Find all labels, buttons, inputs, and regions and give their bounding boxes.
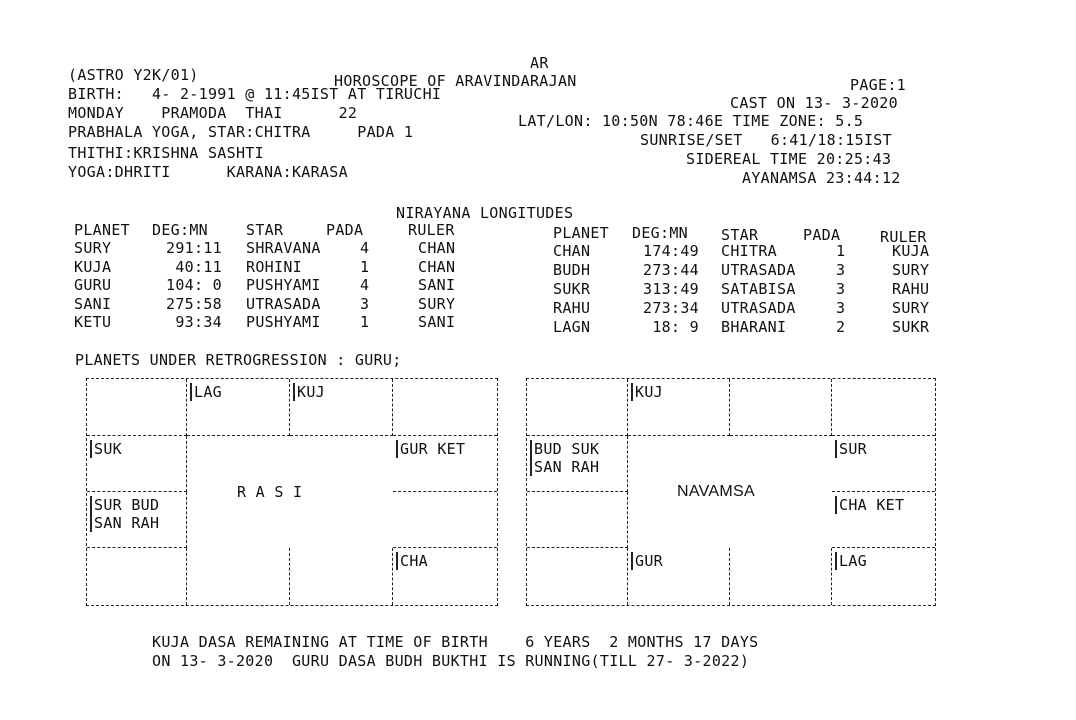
birth-line: BIRTH: 4- 2-1991 @ 11:45IST AT TIRUCHI [68, 85, 442, 103]
longitude-right-cell: BUDH [553, 260, 591, 279]
longitude-right-cell: 3 [836, 298, 846, 317]
longitude-left-cell: 93:34 [175, 313, 222, 331]
longitude-left-cell: ROHINI [246, 257, 302, 276]
navamsa-house-r0c2 [730, 379, 832, 436]
thithi-line: THITHI:KRISHNA SASHTI [68, 144, 264, 162]
navamsa-house-r2c3: CHA KET [832, 492, 935, 548]
navamsa-house-r1c0: BUD SUK SAN RAH [527, 436, 628, 492]
longitude-left-cell: PUSHYAMI [246, 276, 321, 294]
longitude-left-cell: CHAN [418, 239, 456, 257]
sunrise-set: SUNRISE/SET 6:41/18:15IST [640, 131, 892, 149]
col-header-pada: PADA [803, 226, 841, 244]
navamsa-label: NAVAMSA [677, 483, 755, 500]
navamsa-house-r0c3 [832, 379, 935, 436]
longitude-left-cell: 275:58 [166, 294, 222, 313]
rasi-house-r3c0 [87, 548, 187, 605]
rasi-house-r0c1: LAG [187, 379, 290, 436]
rasi-house-r1c0: SUK [87, 436, 187, 492]
navamsa-house-r3c1: GUR [628, 548, 730, 605]
col-header-ruler: RULER [880, 228, 927, 246]
longitude-left-cell: 291:11 [166, 239, 222, 257]
longitude-left-cell: 4 [360, 276, 370, 294]
longitude-right-cell: RAHU [553, 298, 591, 317]
navamsa-house-r3c3: LAG [832, 548, 935, 605]
rasi-house-r3c2 [290, 548, 393, 605]
rasi-house-r3c1 [187, 548, 290, 605]
sidereal-time: SIDEREAL TIME 20:25:43 [686, 150, 892, 168]
col-header-degmn: DEG:MN [152, 221, 208, 239]
rasi-house-r0c3 [393, 379, 497, 436]
navamsa-house-r2c0 [527, 492, 628, 548]
longitudes-title: NIRAYANA LONGITUDES [396, 204, 574, 222]
longitude-left-cell: UTRASADA [246, 294, 321, 313]
longitude-left-cell: 1 [360, 313, 370, 331]
dasa-remaining: KUJA DASA REMAINING AT TIME OF BIRTH 6 YEARS 2 MONTHS 17 DAYS [152, 633, 759, 651]
navamsa-house-r0c1: KUJ [628, 379, 730, 436]
rasi-house-r0c0 [87, 379, 187, 436]
longitude-left-cell: SANI [418, 276, 456, 294]
longitude-left-cell: 1 [360, 257, 370, 276]
cast-on-date: CAST ON 13- 3-2020 [730, 94, 898, 112]
navamsa-house-r3c0 [527, 548, 628, 605]
rasi-chart [86, 378, 498, 606]
rasi-house-r0c2: KUJ [290, 379, 393, 436]
navamsa-house-r1c3: SUR [832, 436, 935, 492]
col-header-planet: PLANET [553, 224, 609, 242]
longitude-left-cell: SANI [418, 313, 456, 331]
col-header-ruler: RULER [408, 221, 455, 239]
yoga-star-line: PRABHALA YOGA, STAR:CHITRA PADA 1 [68, 123, 414, 141]
dasa-running: ON 13- 3-2020 GURU DASA BUDH BUKTHI IS RUNNING(TILL 27- 3-2022) [152, 652, 750, 670]
rasi-house-r2c3 [393, 492, 497, 548]
longitude-left-cell: 40:11 [175, 257, 222, 276]
longitude-right-cell: SUKR [553, 279, 591, 298]
rasi-house-r2c0: SUR BUD SAN RAH [87, 492, 187, 548]
longitude-right-cell: CHITRA [721, 242, 777, 260]
longitude-left-cell: SURY [74, 239, 112, 257]
longitude-right-cell: LAGN [553, 317, 591, 336]
rasi-house-r1c3: GUR KET [393, 436, 497, 492]
col-header-star: STAR [246, 221, 284, 239]
longitude-left-cell: SANI [74, 294, 112, 313]
longitude-left-cell: GURU [74, 276, 112, 294]
longitude-left-cell: KETU [74, 313, 112, 331]
longitude-right-cell: 273:34 [643, 298, 699, 317]
longitude-right-cell: SURY [892, 298, 930, 317]
col-header-star: STAR [721, 226, 759, 244]
retrogression-line: PLANETS UNDER RETROGRESSION : GURU; [75, 351, 402, 369]
longitude-right-cell: 18: 9 [652, 317, 699, 336]
longitude-right-cell: BHARANI [721, 317, 787, 336]
longitude-left-cell: SURY [418, 294, 456, 313]
col-header-degmn: DEG:MN [632, 224, 688, 242]
program-label: (ASTRO Y2K/01) [68, 66, 199, 84]
col-header-pada: PADA [326, 221, 364, 239]
navamsa-house-r0c0 [527, 379, 628, 436]
longitude-right-cell: 2 [836, 317, 846, 336]
document-title: HOROSCOPE OF ARAVINDARAJAN [334, 72, 577, 90]
longitude-right-cell: 1 [836, 242, 846, 260]
longitude-right-cell: SURY [892, 260, 930, 279]
longitude-right-cell: 273:44 [643, 260, 699, 279]
longitude-left-cell: CHAN [418, 257, 456, 276]
longitude-right-cell: UTRASADA [721, 260, 796, 279]
page-number: PAGE:1 [850, 76, 906, 94]
longitude-left-cell: SHRAVANA [246, 239, 321, 257]
rasi-house-r3c3: CHA [393, 548, 497, 605]
day-line: MONDAY PRAMODA THAI 22 [68, 104, 358, 122]
longitude-left-cell: 104: 0 [166, 276, 222, 294]
longitude-right-cell: 3 [836, 279, 846, 298]
longitude-right-cell: KUJA [892, 242, 930, 260]
longitude-right-cell: 313:49 [643, 279, 699, 298]
lat-lon: LAT/LON: 10:50N 78:46E TIME ZONE: 5.5 [518, 112, 864, 130]
yoga-karana-line: YOGA:DHRITI KARANA:KARASA [68, 163, 348, 181]
longitude-left-cell: 3 [360, 294, 370, 313]
longitude-right-cell: 174:49 [643, 242, 699, 260]
navamsa-chart [526, 378, 936, 606]
longitude-right-cell: 3 [836, 260, 846, 279]
longitude-left-cell: PUSHYAMI [246, 313, 321, 331]
longitude-right-cell: UTRASADA [721, 298, 796, 317]
longitude-right-cell: SUKR [892, 317, 930, 336]
longitude-right-cell: RAHU [892, 279, 930, 298]
longitude-right-cell: CHAN [553, 242, 591, 260]
code-label: AR [530, 54, 549, 72]
longitude-left-cell: 4 [360, 239, 370, 257]
ayanamsa: AYANAMSA 23:44:12 [742, 169, 901, 187]
longitude-right-cell: SATABISA [721, 279, 796, 298]
longitude-left-cell: KUJA [74, 257, 112, 276]
rasi-label: R A S I [237, 483, 303, 501]
navamsa-house-r3c2 [730, 548, 832, 605]
col-header-planet: PLANET [74, 221, 130, 239]
